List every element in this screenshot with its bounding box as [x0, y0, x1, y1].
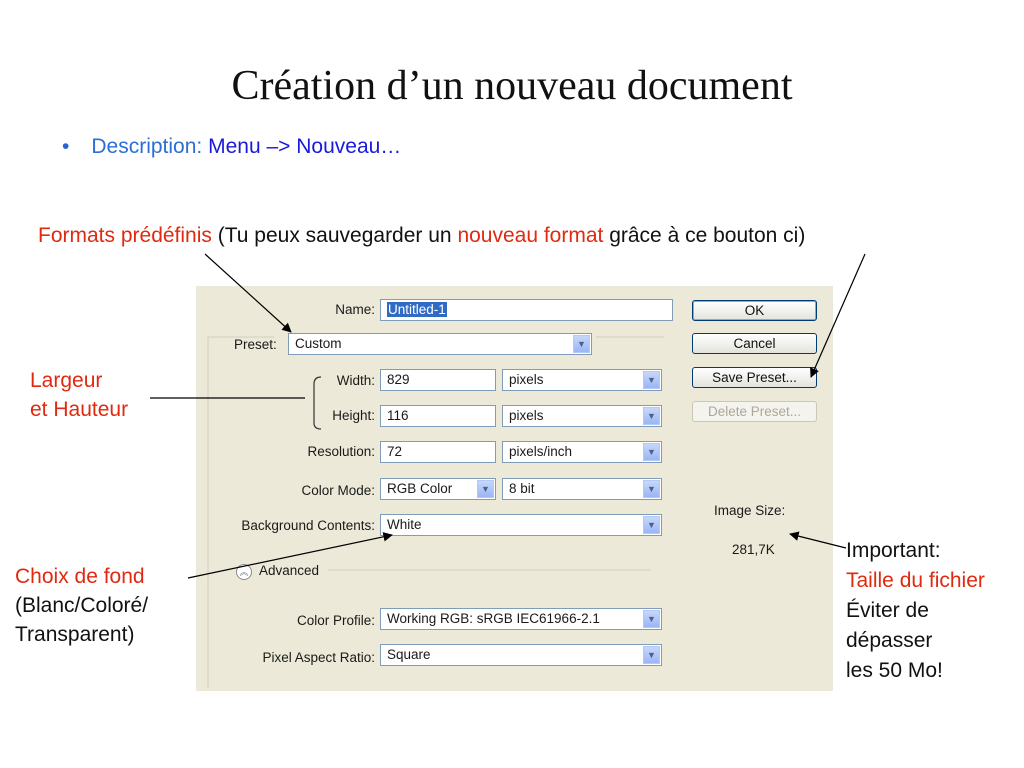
bullet-marker: •: [62, 135, 70, 158]
image-size-value: 281,7K: [732, 542, 775, 557]
chevron-down-icon: ▼: [643, 443, 660, 461]
save-preset-button[interactable]: Save Preset...: [692, 367, 817, 388]
height-input[interactable]: 116: [380, 405, 496, 427]
chevron-down-icon: ▼: [573, 335, 590, 353]
width-input[interactable]: 829: [380, 369, 496, 391]
image-size-arrow: [790, 534, 846, 548]
name-value: Untitled-1: [388, 302, 446, 317]
chevron-collapse-icon[interactable]: ︽: [236, 564, 252, 580]
chevron-down-icon: ▼: [643, 480, 660, 498]
preset-value: Custom: [295, 336, 342, 351]
bullet-label: Description:: [91, 135, 203, 158]
important-line-1: Important:: [846, 539, 941, 562]
preset-label: Preset:: [234, 337, 277, 352]
color-profile-label: Color Profile:: [296, 613, 375, 628]
ok-button[interactable]: OK: [692, 300, 817, 321]
resolution-unit-value: pixels/inch: [509, 444, 573, 459]
resolution-input[interactable]: 72: [380, 441, 496, 463]
bit-depth-value: 8 bit: [509, 481, 535, 496]
cancel-button[interactable]: Cancel: [692, 333, 817, 354]
height-label: Height:: [332, 408, 375, 423]
name-label: Name:: [335, 302, 375, 317]
background-arrow: [188, 535, 392, 578]
color-mode-value: RGB Color: [387, 481, 453, 496]
chevron-down-icon: ▼: [643, 610, 660, 628]
background-contents-label: Background Contents:: [241, 518, 375, 533]
save-preset-arrow: [811, 254, 865, 377]
width-unit-value: pixels: [509, 372, 544, 387]
background-red-label: Choix de fond: [15, 565, 145, 588]
chevron-down-icon: ▼: [643, 516, 660, 534]
formats-text-2: grâce à ce bouton ci): [603, 224, 806, 247]
important-line-5: les 50 Mo!: [846, 659, 943, 682]
height-unit-value: pixels: [509, 408, 544, 423]
size-line-1: Largeur: [30, 369, 103, 392]
pixel-aspect-value: Square: [387, 647, 431, 662]
important-red-label: Taille du fichier: [846, 569, 985, 592]
background-line-2: (Blanc/Coloré/: [15, 594, 149, 617]
delete-preset-button: Delete Preset...: [692, 401, 817, 422]
formats-red-label-2: nouveau format: [457, 224, 604, 247]
width-label: Width:: [336, 373, 375, 388]
advanced-toggle-label[interactable]: Advanced: [259, 563, 320, 578]
important-line-3: Éviter de: [846, 599, 929, 622]
background-line-3: Transparent): [15, 623, 135, 646]
chevron-down-icon: ▼: [643, 371, 660, 389]
formats-arrow: [205, 254, 291, 332]
pixel-aspect-label: Pixel Aspect Ratio:: [262, 650, 375, 665]
background-contents-value: White: [387, 517, 422, 532]
image-size-label: Image Size:: [714, 503, 786, 518]
formats-red-label: Formats prédéfinis: [38, 224, 212, 247]
size-line-2: et Hauteur: [30, 398, 129, 421]
chevron-down-icon: ▼: [643, 646, 660, 664]
bullet-menu-path: Menu –> Nouveau…: [208, 135, 402, 158]
chevron-down-icon: ▼: [643, 407, 660, 425]
color-profile-value: Working RGB: sRGB IEC61966-2.1: [387, 611, 600, 626]
color-mode-label: Color Mode:: [301, 483, 375, 498]
chevron-down-icon: ▼: [477, 480, 494, 498]
slide-title: Création d’un nouveau document: [231, 63, 793, 109]
formats-text-1: (Tu peux sauvegarder un: [211, 224, 458, 247]
important-line-4: dépasser: [846, 629, 933, 652]
resolution-label: Resolution:: [307, 444, 375, 459]
